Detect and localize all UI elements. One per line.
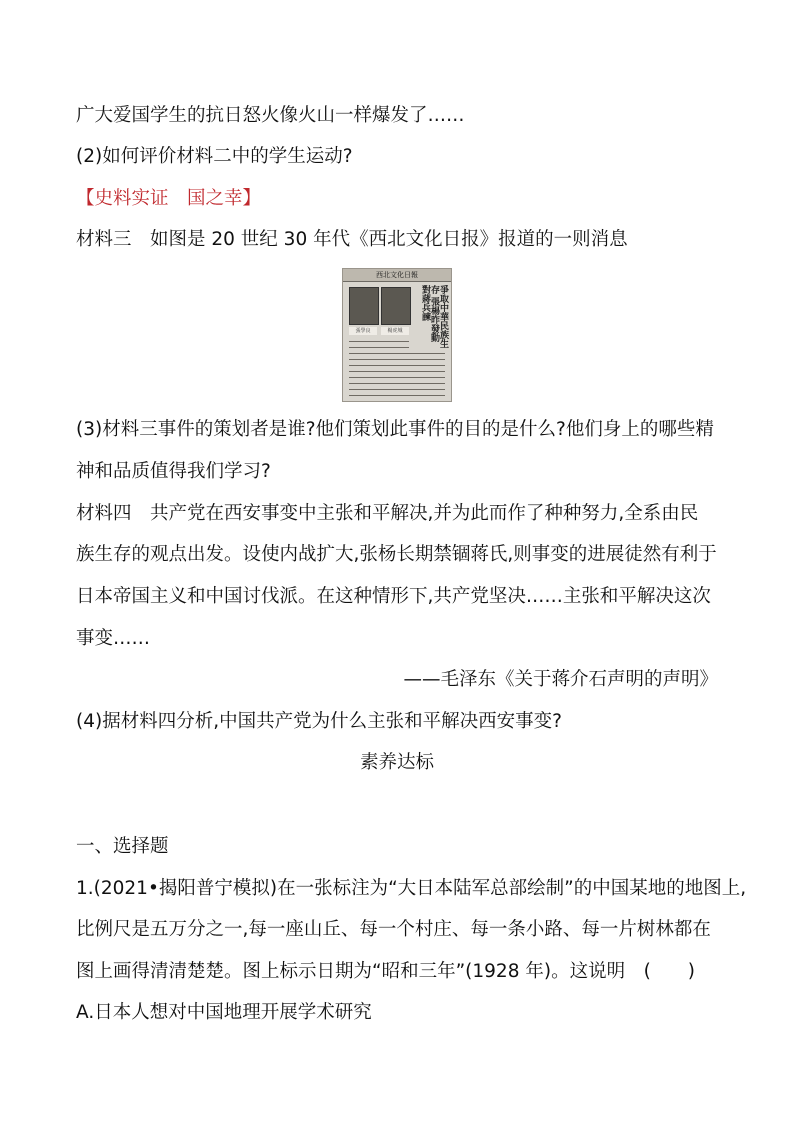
question-1-line-2: 比例尺是五万分之一,每一座山丘、每一个村庄、每一条小路、每一片树林都在 <box>76 919 711 940</box>
newspaper-masthead: 西北文化日報 <box>343 269 451 282</box>
question-3-line-1: (3)材料三事件的策划者是谁?他们策划此事件的目的是什么?他们身上的哪些精 <box>76 419 714 440</box>
text-line <box>349 377 445 378</box>
citation: ——毛泽东《关于蒋介石声明的声明》 <box>403 669 718 690</box>
question-2: (2)如何评价材料二中的学生运动? <box>76 146 353 167</box>
line-1: 广大爱国学生的抗日怒火像火山一样爆发了…… <box>76 105 465 126</box>
text-line <box>349 353 445 354</box>
portrait-left <box>349 287 379 325</box>
portrait-right <box>381 287 411 325</box>
text-line <box>349 341 409 342</box>
material-4-line-3: 日本帝国主义和中国讨伐派。在这种情形下,共产党坚决……主张和平解决这次 <box>76 586 711 607</box>
material-3: 材料三 如图是 20 世纪 30 年代《西北文化日报》报道的一则消息 <box>76 229 628 250</box>
question-1-line-3: 图上画得清清楚楚。图上标示日期为“昭和三年”(1928 年)。这说明 ( ) <box>76 961 696 982</box>
text-line <box>349 359 445 360</box>
text-line <box>349 371 445 372</box>
text-line <box>349 347 409 348</box>
question-3-line-2: 神和品质值得我们学习? <box>76 461 271 482</box>
part-heading: 一、选择题 <box>76 836 169 857</box>
section-title: 素养达标 <box>359 752 434 773</box>
text-line <box>349 395 445 396</box>
text-line <box>349 365 445 366</box>
caption-left: 張學良 <box>349 327 377 335</box>
material-4-line-2: 族生存的观点出发。设使内战扩大,张杨长期禁锢蒋氏,则事变的进展徒然有利于 <box>76 544 717 565</box>
text-line <box>349 389 445 390</box>
material-4-line-1: 材料四 共产党在西安事变中主张和平解决,并为此而作了种种努力,全系由民 <box>76 503 699 524</box>
newspaper-headline: 爭取中華民族生存 張楊昨發動對蔣兵諫 <box>420 285 448 348</box>
newspaper-image <box>342 268 452 402</box>
question-1-line-1: 1.(2021•揭阳普宁模拟)在一张标注为“大日本陆军总部绘制”的中国某地的地图上, <box>76 878 747 899</box>
text-line <box>349 383 445 384</box>
material-4-line-4: 事变…… <box>76 628 151 649</box>
section-heading: 【史料实证 国之幸】 <box>76 188 262 209</box>
option-a: A.日本人想对中国地理开展学术研究 <box>76 1002 372 1023</box>
question-4: (4)据材料四分析,中国共产党为什么主张和平解决西安事变? <box>76 711 562 732</box>
caption-right: 楊虎城 <box>381 327 409 335</box>
